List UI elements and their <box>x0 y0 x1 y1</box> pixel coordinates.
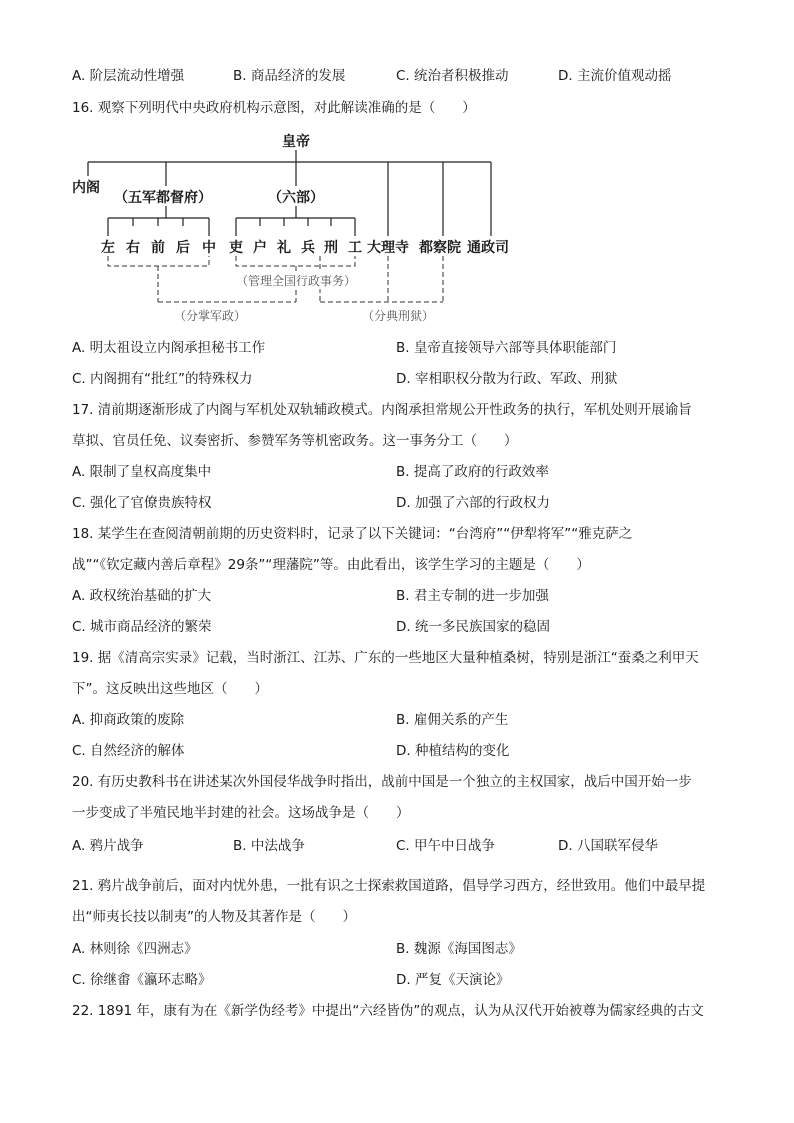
liubu-item-li2: 礼 <box>277 240 291 256</box>
q19-option-c[interactable]: C. 自然经济的解体 <box>72 743 185 759</box>
q17-option-d[interactable]: D. 加强了六部的行政权力 <box>396 495 550 511</box>
q19-stem-line-1: 19. 据《清高宗实录》记载，当时浙江、江苏、广东的一些地区大量种植桑树，特别是浙江“蚕桑之利甲天 <box>72 650 699 666</box>
q16-option-b[interactable]: B. 皇帝直接领导六部等具体职能部门 <box>396 340 617 356</box>
liubu-item-hu: 户 <box>253 240 267 256</box>
q16-stem: 16. 观察下列明代中央政府机构示意图，对此解读准确的是（ ） <box>72 100 476 116</box>
q21-option-d[interactable]: D. 严复《天演论》 <box>396 972 510 988</box>
q15-option-d[interactable]: D. 主流价值观动摇 <box>558 68 672 84</box>
q17-stem-line-1: 17. 清前期逐渐形成了内阁与军机处双轨辅政模式。内阁承担常规公开性政务的执行，军机处则开展谕旨 <box>72 402 692 418</box>
liubu-title: （六部） <box>268 190 324 206</box>
q19-stem-line-2: 下”。这反映出这些地区（ ） <box>72 681 268 697</box>
q18-option-c[interactable]: C. 城市商品经济的繁荣 <box>72 619 212 635</box>
liubu-item-xing: 刑 <box>324 240 338 256</box>
q20-option-d[interactable]: D. 八国联军侵华 <box>558 838 658 854</box>
q18-stem-line-1: 18. 某学生在查阅清朝前期的历史资料时，记录了以下关键词：“台湾府”“伊犁将军”“雅克萨之 <box>72 526 633 542</box>
wujun-item-zuo: 左 <box>101 240 115 256</box>
diagram-lines <box>0 0 794 340</box>
q22-stem-line-1: 22. 1891 年，康有为在《新学伪经考》中提出“六经皆伪”的观点，认为从汉代开始被尊为儒家经典的古文 <box>72 1003 704 1019</box>
q21-option-a[interactable]: A. 林则徐《四洲志》 <box>72 941 198 957</box>
q18-stem-line-2: 战”“《钦定藏内善后章程》29条”“理藩院”等。由此看出，该学生学习的主题是（ ） <box>72 557 590 573</box>
q20-stem-line-2: 一步变成了半殖民地半封建的社会。这场战争是（ ） <box>72 805 410 821</box>
q20-option-a[interactable]: A. 鸦片战争 <box>72 838 144 854</box>
q21-stem-line-2: 出“师夷长技以制夷”的人物及其著作是（ ） <box>72 909 356 925</box>
tongzhengsi-box: 通政司 <box>467 240 509 256</box>
q15-option-c[interactable]: C. 统治者积极推动 <box>396 68 509 84</box>
liubu-item-bing: 兵 <box>301 240 315 256</box>
q18-option-d[interactable]: D. 统一多民族国家的稳固 <box>396 619 550 635</box>
wujun-item-hou: 后 <box>176 240 190 256</box>
q16-option-c[interactable]: C. 内阁拥有“批红”的特殊权力 <box>72 371 253 387</box>
q21-option-c[interactable]: C. 徐继畬《瀛环志略》 <box>72 972 212 988</box>
q16-option-d[interactable]: D. 宰相职权分散为行政、军政、刑狱 <box>396 371 618 387</box>
q18-option-b[interactable]: B. 君主专制的进一步加强 <box>396 588 549 604</box>
q15-option-a[interactable]: A. 阶层流动性增强 <box>72 68 185 84</box>
neige-box: 内阁 <box>72 180 100 196</box>
q21-stem-line-1: 21. 鸦片战争前后，面对内忧外患，一批有识之士探索救国道路，倡导学习西方，经世致用。他们中最早提 <box>72 878 706 894</box>
q18-option-a[interactable]: A. 政权统治基础的扩大 <box>72 588 212 604</box>
note-justice: （分典刑狱） <box>362 309 435 323</box>
wujun-item-zhong: 中 <box>202 240 216 256</box>
q20-option-b[interactable]: B. 中法战争 <box>233 838 305 854</box>
q19-option-d[interactable]: D. 种植结构的变化 <box>396 743 510 759</box>
wujun-title: （五军都督府） <box>114 190 212 206</box>
dalisi-box: 大理寺 <box>367 240 409 256</box>
q19-option-a[interactable]: A. 抑商政策的废除 <box>72 712 185 728</box>
q20-option-c[interactable]: C. 甲午中日战争 <box>396 838 496 854</box>
q16-option-a[interactable]: A. 明太祖设立内阁承担秘书工作 <box>72 340 266 356</box>
q17-option-c[interactable]: C. 强化了官僚贵族特权 <box>72 495 212 511</box>
wujun-item-qian: 前 <box>151 240 165 256</box>
wujun-item-you: 右 <box>126 240 140 256</box>
q19-option-b[interactable]: B. 雇佣关系的产生 <box>396 712 509 728</box>
q17-option-a[interactable]: A. 限制了皇权高度集中 <box>72 464 212 480</box>
q17-stem-line-2: 草拟、官员任免、议奏密折、参赞军务等机密政务。这一事务分工（ ） <box>72 433 518 449</box>
note-military: （分掌军政） <box>174 309 247 323</box>
duchayuan-box: 都察院 <box>419 240 461 256</box>
liubu-item-li: 吏 <box>229 240 243 256</box>
q17-option-b[interactable]: B. 提高了政府的行政效率 <box>396 464 549 480</box>
liubu-item-gong: 工 <box>348 240 362 256</box>
emperor-box: 皇帝 <box>282 134 310 150</box>
q21-option-b[interactable]: B. 魏源《海国图志》 <box>396 941 522 957</box>
note-admin: （管理全国行政事务） <box>236 274 357 288</box>
q15-option-b[interactable]: B. 商品经济的发展 <box>233 68 346 84</box>
q20-stem-line-1: 20. 有历史教科书在讲述某次外国侵华战争时指出，战前中国是一个独立的主权国家，战后中国开始一步 <box>72 774 692 790</box>
